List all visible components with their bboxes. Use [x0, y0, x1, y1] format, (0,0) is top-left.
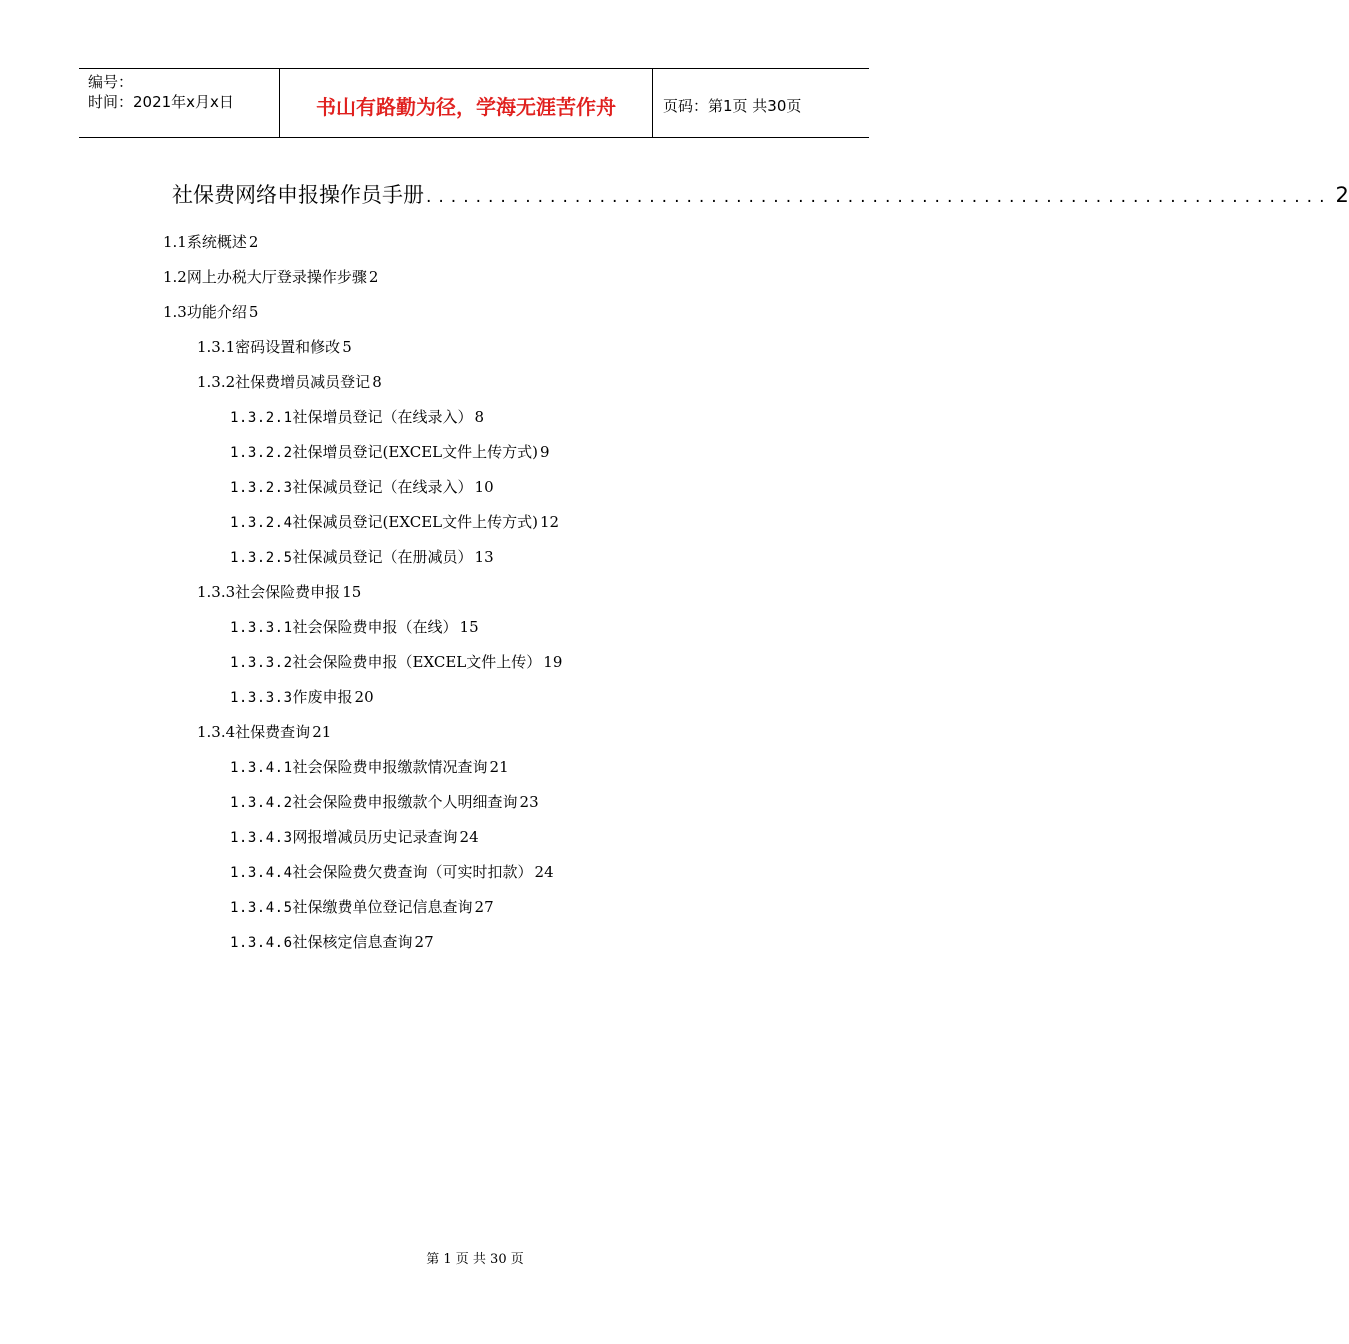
toc-entry-text: 社保费增员减员登记	[235, 373, 371, 391]
toc-title: 社保费网络申报操作员手册	[172, 183, 424, 207]
toc-entry-text: 社会保险费申报（EXCEL文件上传）	[292, 653, 542, 671]
toc-entry-page: 21	[312, 723, 332, 741]
toc-entry-page: 19	[543, 653, 563, 671]
toc-entry-text: 社会保险费申报缴款情况查询	[292, 758, 488, 776]
toc-entry-number: 1.3.4.4	[230, 865, 293, 881]
toc-entry-page: 24	[459, 828, 479, 846]
toc-entry-text: 作废申报	[292, 688, 353, 706]
page-footer: 第 1 页 共 30 页	[426, 1252, 524, 1267]
toc-entry-number: 1.3.4.3	[230, 830, 293, 846]
toc-entry-page: 20	[354, 688, 374, 706]
toc-entry-text: 社保核定信息查询	[292, 933, 413, 951]
toc-entry-number: 1.3.4	[197, 723, 236, 741]
toc-leader: .........................................................................	[426, 187, 1332, 207]
toc-entry-page: 27	[474, 898, 494, 916]
time-label: 时间：2021年x月x日	[88, 93, 234, 111]
toc-entry-page: 5	[248, 303, 259, 321]
toc-entry-page: 12	[539, 513, 560, 531]
toc-entry-text: 社会保险费申报（在线）	[292, 618, 458, 636]
toc-entry-text: 社保减员登记（在线录入）	[292, 478, 473, 496]
toc-entry-number: 1.3	[163, 303, 187, 321]
toc-entry-number: 1.3.2.3	[230, 480, 293, 496]
toc-entry-number: 1.3.2.1	[230, 410, 293, 426]
toc-title-page: 2	[1335, 183, 1349, 207]
number-label: 编号：	[88, 73, 134, 91]
toc-entry-page: 2	[368, 268, 379, 286]
toc-entry-text: 社保增员登记（在线录入）	[292, 408, 473, 426]
toc-entry-page: 10	[474, 478, 494, 496]
toc-entry-text: 系统概述	[186, 233, 247, 251]
toc-entry-number: 1.1	[163, 233, 187, 251]
toc-entry-text: 社会保险费申报缴款个人明细查询	[292, 793, 518, 811]
toc-entry-text: 社保减员登记(EXCEL文件上传方式)	[292, 513, 538, 531]
toc-entry-page: 23	[519, 793, 539, 811]
header-meta-cell	[79, 69, 280, 137]
toc-entry-number: 1.3.1	[197, 338, 236, 356]
toc-entry-number: 1.3.3.3	[230, 690, 293, 706]
toc-entry-page: 15	[459, 618, 479, 636]
toc-entry-page: 5	[342, 338, 352, 356]
toc-entry-page: 21	[489, 758, 509, 776]
document-header	[79, 68, 869, 138]
toc-entry-number: 1.3.3.1	[230, 620, 293, 636]
toc-entry-text: 社保增员登记(EXCEL文件上传方式)	[292, 443, 538, 461]
toc-entry-text: 社保费查询	[235, 723, 311, 741]
toc-entry-number: 1.3.4.6	[230, 935, 293, 951]
toc-entry-number: 1.2	[163, 268, 187, 286]
toc-entry-page: 15	[342, 583, 362, 601]
toc-entry-number: 1.3.2	[197, 373, 236, 391]
toc-entry-text: 网上办税大厅登录操作步骤	[186, 268, 367, 286]
header-motto: 书山有路勤为径，学海无涯苦作舟	[280, 69, 653, 137]
toc-entry-number: 1.3.4.5	[230, 900, 293, 916]
toc-entry-page: 8	[372, 373, 382, 391]
toc-entry-page: 9	[539, 443, 550, 461]
toc-entry-number: 1.3.4.2	[230, 795, 293, 811]
toc-entry-text: 社会保险费申报	[235, 583, 341, 601]
toc-entry-number: 1.3.2.4	[230, 515, 293, 531]
toc-entry-page: 13	[474, 548, 494, 566]
toc-entry-number: 1.3.3	[197, 583, 236, 601]
toc-entry-text: 社保缴费单位登记信息查询	[292, 898, 473, 916]
toc-entry-text: 功能介绍	[186, 303, 247, 321]
toc-entry-page: 2	[248, 233, 259, 251]
toc-entry-text: 社会保险费欠费查询（可实时扣款）	[292, 863, 533, 881]
toc-entry-text: 网报增减员历史记录查询	[292, 828, 458, 846]
toc-entry-page: 27	[414, 933, 434, 951]
toc-entry-number: 1.3.2.5	[230, 550, 293, 566]
header-page-info: 页码：第1页 共30页	[663, 96, 802, 115]
toc-entry-number: 1.3.2.2	[230, 445, 293, 461]
toc-entry-page: 24	[534, 863, 554, 881]
toc-title-line[interactable]	[172, 179, 1349, 207]
toc-entry-text: 密码设置和修改	[235, 338, 341, 356]
toc-entry-page: 8	[474, 408, 485, 426]
toc-entry-number: 1.3.3.2	[230, 655, 293, 671]
toc-entry-number: 1.3.4.1	[230, 760, 293, 776]
toc-entry-text: 社保减员登记（在册减员）	[292, 548, 473, 566]
